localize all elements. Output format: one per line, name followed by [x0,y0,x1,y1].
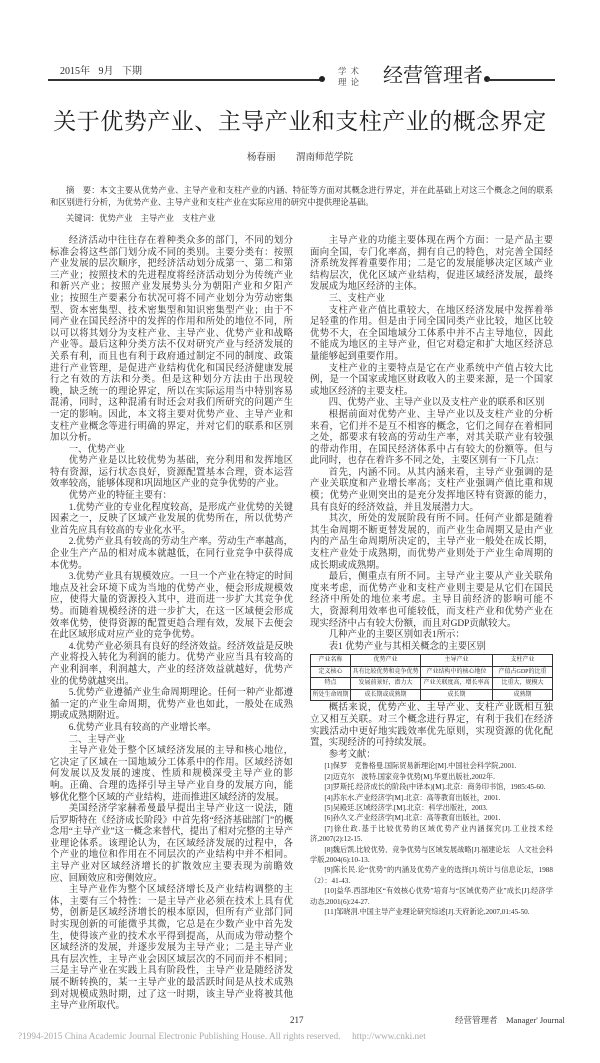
paragraph: 5.优势产业遵循产业生命周期理论。任何一种产业都遵循一定的产业生命周期，优势产业也如此，一般处在成熟期或成熟期附近。 [50,688,293,722]
paragraph: 4.优势产业必须具有良好的经济效益。经济效益是反映产业将投入转化为利润的能力。优势产业应当具有较高的产业利润率，利润越大，产业的经济效益就越好，优势产业的优势就越突出。 [50,641,293,687]
table-cell: 所处生命周期 [311,689,351,701]
table-row [311,689,553,701]
table-row [311,678,553,690]
table-cell: 产业结构中的核心地位 [421,666,493,678]
paragraph: 二、主导产业 [68,734,126,745]
reference-item: [6]孙久文.产业经济学[M].北京：高等教育出版社，2001. [324,814,501,823]
paragraph: 经济活动中往往存在着种类众多的部门，不同的划分标准会将这些部门划分成不同的类别。主要分类有：按照产业发展的层次顺序，把经济活动划分成第一、第二和第三产业；按照技术的先进程度将经济活动划分为传统产业和新兴产业；按照产业发展势头分为朝阳产业和夕阳产业；按照生产要素分布状况可将不同产业划分为劳动密集型、资本密集型、技术密集型和知识密集型产业；由于不同产业在国民经济中的发挥的作用和所处的地位不同，所以可以将其划分为支柱产业、主导产业、优势产业和战略产业等。最后这种分类方法不仅对研究产业与经济发展的关系有利，而且也有利于政府通过制定不同的制度、政策进行产业管理，是促进产业结构优化和国民经济健康发展行之有效的方法和分类。但是这种划分方法由于出现较晚，缺乏统一的理论界定，所以在实际运用当中特别容易混淆，同时，这种混淆有时还会对我们所研究的问题产生一定的影响。因此，本文将主要对优势产业、主导产业和支柱产业概念等进行明确的界定，并对它们的联系和区别加以分析。 [50,236,293,444]
reference-item: [11]邹晓涓.中国主导产业理论研究综述[J].天府新论,2007,01:45-50. [324,908,530,917]
table-cell: 特点 [311,678,351,690]
footer-journal: 经营管理者 Manager' Journal [455,1014,565,1025]
paragraph: 支柱产业产值比重较大，在地区经济发展中发挥着举足轻重的作用。但是由于同全国同类产业比较，地区比较优势不大，在全国地域分工体系中并不占主导地位，因此不能成为地区的主导产业，但它对稳定和扩大地区经济总量能够起到重要作用。 [310,305,553,362]
table-cell: 产值占GDP的比重 [493,666,553,678]
reference-item: [5]吴殿廷.区域经济学.[M].北京：科学出版社，2003. [324,803,488,812]
header-dot-left [319,76,325,82]
keywords: 关键词：优势产业 主导产业 支柱产业 [66,214,216,223]
section-label: 学术理论 [338,66,364,87]
paragraph: 根据前面对优势产业、主导产业以及支柱产业的分析来看，它们并不是互不相容的概念，它们之间存在着相同之处，都要求有较高的劳动生产率，对其关联产业有较强的带动作用，在国民经济体系中占有较大的份额等。但与此同时，也存在着许多不同之处，主要区别有一下几点： [310,409,553,467]
reference-item: [7]徐仕政.基于比较优势的区域优势产业内涵探究[J].工业技术经济,2007(2):12-15. [310,824,553,844]
issue-date: 2015年 9月 下期 [60,66,142,77]
reference-item: [3]罗斯托.经济成长的阶段(中译本)[M].北京：商务印书馆，1985:45-60. [324,783,546,792]
paragraph: 主导产业作为整个区域经济增长及产业结构调整的主体，主要有三个特性：一是主导产业必须在技术上具有优势，创新是区域经济增长的根本原因，但所有产业部门同时实现创新的可能微乎其微，它总是在少数产业中首先发生，使得该产业的技术水平得到提高，从而成为带动整个区域经济的发展，并逐步发展为主导产业；二是主导产业具有层次性，主导产业会因区域层次的不同而并不相同；三是主导产业在实践上具有阶段性，主导产业是随经济发展不断转换的，某一主导产业的最活跃时间是从技术成熟到对规模成熟时期，过了这一时期，该主导产业将被其他主导产业所取代。 [50,885,293,1012]
page-number: 217 [290,1014,304,1025]
reference-item: [10]益华.西部地区“有效核心优势”培育与“区域优势产业”成长[J].经济学动态,2001(6):24-27. [310,887,553,906]
paragraph: 2.优势产业具有较高的劳动生产率。劳动生产率越高，企业生产产品的相对成本就越低，在同行业竞争中获得成本优势。 [50,537,293,571]
author-affiliation: 渭南师范学院 [295,153,353,163]
table-cell: 具有比较优势和竞争优势 [351,666,421,678]
paragraph: 3.优势产业具有规模效应。一旦一个产业在特定的时间地点及社会环境下成为当地的优势产业，便会形成规模效应，使得大量的资源投入其中，进而进一步扩大其竞争优势。而随着规模经济的进一步扩大，在这一区域便会形成效率优势，使得资源的配置更趋合理有效，发展下去便会在此区域形成对应产业的竞争优势。 [50,572,293,641]
reference-item: [1]保罗 克鲁格曼.国际贸易新理论[M].中国社会科学院,2001. [324,762,517,771]
paragraph: 6.优势产业具有较高的产业增长率。 [68,722,217,733]
copyright-notice: ?1994-2015 China Academic Journal Electronic Publishing House. All rights reserved. http://www.cnki.net [18,1031,426,1042]
conclusion-paragraph: 概括来说，优势产业、主导产业、支柱产业既相互独立又相互关联。对三个概念进行界定，有利于我们在经济实践活动中更好地实践效率优先原则，实现资源的优化配置，实现经济的可持续发展。 [310,703,553,749]
table-header-cell: 产业名称 [311,655,351,667]
reference-item: [8]魏后凯.比较优势、竞争优势与区域发展战略[J].福建论坛 人文社会科学版,2004(6):10-13. [310,845,553,864]
article-body [0,236,600,1013]
journal-name: 经营管理者 [383,65,483,87]
table-cell: 成熟期 [493,689,553,701]
table-header-cell: 支柱产业 [493,655,553,667]
table-caption: 表1 优势产业与其相关概念的主要区别 [328,641,486,652]
table-cell: 成长期或成熟期 [351,689,421,701]
reference-item: [9]陈长民.论“优势”的内涵及优势产业的选择[J].统计与信息论坛，1988（2）：41-43. [310,866,553,885]
table-cell: 定义核心 [311,666,351,678]
reference-list [310,761,553,917]
table-cell: 发展前景好，潜力大 [351,678,421,690]
paragraph: 最后，侧重点有所不同。主导产业主要从产业关联角度来考虑，而优势产业和支柱产业则主要是从它们在国民经济中所处的地位来考虑。主导目前经济的影响可能不大，资源利用效率也可能较低，而支柱产业和优势产业在现实经济中占有较大份额，而且对GDP贡献较大。 [310,572,553,629]
right-column-body [310,236,553,642]
references-heading: 参考文献： [328,749,376,760]
article-title: 关于优势产业、主导产业和支柱产业的概念界定 [53,109,547,134]
reference-item: [4]苏东水.产业经济学[M].北京：高等教育出版社，2001. [324,793,501,802]
paragraph: 主导产业的功能主要体现在两个方面：一是产品主要面向全国，专门化率高，拥有自己的特色，对完善全国经济系统发挥着重要作用；二是它的发展能够决定区域产业结构层次，优化区域产业结构，促进区域经济发展，最终发展成为地区经济的主体。 [310,236,553,293]
table-cell: 产业关联度高，增长率高 [421,678,493,690]
author-name: 杨春丽 [247,153,276,163]
right-column [310,236,553,1013]
paragraph: 其次，所处的发展阶段有所不同。任何产业都是随着其生命周期不断更替发展的，而产业生命周期又是由产业内的产品生命周期所决定的，主导产业一般处在成长期，支柱产业处于成熟期，而优势产业则处于产业生命周期的成长期或成熟期。 [310,514,553,571]
left-column [50,236,293,1013]
table-header-cell: 优势产业 [351,655,421,667]
reference-item: [2]迈克尔 波特.国家竞争优势[M].华夏出版社,2002年. [324,772,495,781]
paragraph: 主导产业处于整个区域经济发展的主导和核心地位，它决定了区域在一国地域分工体系中的作用。区域经济如何发展以及发展的速度、性质和规模深受主导产业的影响。正确、合理的选择引导主导产业自身的发展方向，能够优化整个区域的产业结构，进而推进区域经济的发展。 [50,746,293,803]
header-rule-right [487,79,555,81]
abstract: 摘 要：本文主要从优势产业、主导产业和支柱产业的内涵、特征等方面对其概念进行界定，并在此基础上对这三个概念之间的联系和区别进行分析，为优势产业、主导产业和支柱产业在实际应用的研究中提供理论基础。 [50,186,553,207]
paragraph: 1.优势产业的专业化程度较高，是形成产业优势的关键因素之一，反映了区域产业发展的优势所在，所以优势产业首先应具有较高的专业化水平。 [50,502,293,536]
paragraph: 一、优势产业 [68,444,126,455]
paragraph: 美国经济学家赫希曼最早提出主导产业这一说法，随后罗斯特在《经济成长阶段》中首先将“经济基础部门”的概念用“主导产业”这一概念来替代，提出了相对完整的主导产业理论体系。该理论认为，在区域经济发展的过程中，各个产业的地位和作用在不同层次的产业结构中并不相同。主导产业对区域经济增长的扩散效应主要表现为前瞻效应、回顾效应和旁侧效应。 [50,804,293,884]
header-rule-left [48,79,323,81]
paragraph: 首先，内涵不同。从其内涵来看，主导产业强调的是产业关联度和产业增长率高；支柱产业强调产值比重和规模；优势产业则突出的是充分发挥地区特有资源的能力，具有良好的经济效益，并且发展潜力大。 [310,467,553,513]
paragraph: 优势产业是以比较优势为基础，充分利用和发挥地区特有资源，运行状态良好，资源配置基本合理，资本运营效率较高，能够体现和巩固地区产业的竞争优势的产业。 [50,456,293,490]
paragraph: 几种产业的主要区别如表1所示： [328,630,465,641]
comparison-table [310,654,553,701]
author-line [0,152,600,164]
paragraph: 优势产业的特征主要有： [68,491,172,502]
paragraph: 四、优势产业、主导产业以及支柱产业的联系和区别 [328,398,545,409]
table-header-row [311,655,553,667]
page-footer [0,1015,600,1031]
table-cell: 成长期 [421,689,493,701]
paragraph: 支柱产业的主要特点是它在产业系统中产值占较大比例，是一个国家或地区财政收入的主要来源，是一个国家或地区经济的主要支柱。 [310,363,553,397]
table-row [311,666,553,678]
table-cell: 比重大，规模大 [493,678,553,690]
paragraph: 三、支柱产业 [328,293,386,304]
table-header-cell: 主导产业 [421,655,493,667]
